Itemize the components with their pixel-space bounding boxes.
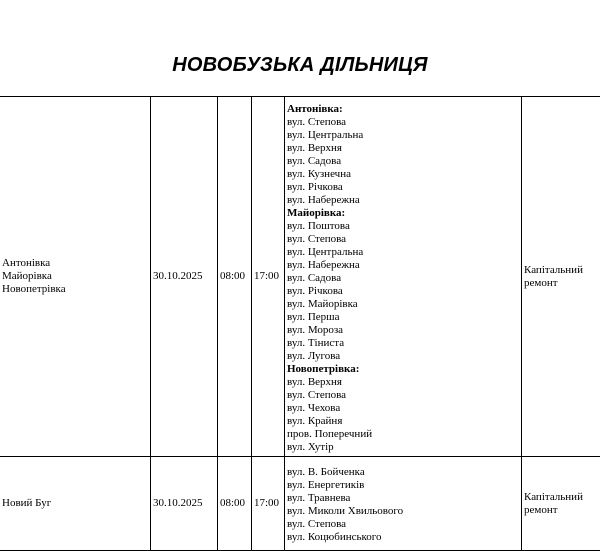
street-name: вул. Майорівка (287, 298, 519, 311)
end-time-cell: 17:00 (252, 97, 285, 457)
settlement-name: Майорівка (2, 270, 148, 283)
settlements-cell (0, 97, 151, 457)
street-name: вул. Крайня (287, 415, 519, 428)
reason-text: Капітальний (524, 264, 600, 277)
street-name: вул. Лугова (287, 350, 519, 363)
street-name: пров. Поперечний (287, 428, 519, 441)
street-name: вул. В. Бойченка (287, 466, 519, 479)
settlements-cell (0, 457, 151, 551)
reason-cell (522, 457, 600, 551)
street-name: вул. Набережна (287, 259, 519, 272)
streets-cell (285, 97, 522, 457)
page-title: НОВОБУЗЬКА ДІЛЬНИЦЯ (0, 54, 600, 77)
street-name: вул. Мороза (287, 324, 519, 337)
street-name: вул. Набережна (287, 194, 519, 207)
street-name: вул. Степова (287, 518, 519, 531)
street-name: вул. Садова (287, 155, 519, 168)
table-row (0, 97, 600, 457)
outage-schedule-table (0, 96, 600, 551)
street-name: вул. Кузнечна (287, 168, 519, 181)
village-heading: Новопетрівка: (287, 363, 519, 376)
start-time-cell: 08:00 (218, 457, 252, 551)
street-name: вул. Травнева (287, 492, 519, 505)
street-name: вул. Степова (287, 233, 519, 246)
street-name: вул. Річкова (287, 285, 519, 298)
reason-text: ремонт (524, 277, 600, 290)
village-heading: Майорівка: (287, 207, 519, 220)
street-name: вул. Хутір (287, 441, 519, 454)
village-heading: Антонівка: (287, 103, 519, 116)
reason-text: ремонт (524, 504, 600, 517)
street-name: вул. Верхня (287, 376, 519, 389)
street-name: вул. Річкова (287, 181, 519, 194)
settlement-name: Новий Буг (2, 497, 148, 510)
streets-cell (285, 457, 522, 551)
street-name: вул. Центральна (287, 246, 519, 259)
date-cell: 30.10.2025 (151, 97, 218, 457)
settlement-name: Новопетрівка (2, 283, 148, 296)
street-name: вул. Коцюбинського (287, 531, 519, 544)
street-name: вул. Степова (287, 389, 519, 402)
street-name: вул. Садова (287, 272, 519, 285)
start-time-cell: 08:00 (218, 97, 252, 457)
street-name: вул. Верхня (287, 142, 519, 155)
street-name: вул. Степова (287, 116, 519, 129)
street-name: вул. Перша (287, 311, 519, 324)
street-name: вул. Чехова (287, 402, 519, 415)
street-name: вул. Енергетиків (287, 479, 519, 492)
settlement-name: Антонівка (2, 257, 148, 270)
street-name: вул. Поштова (287, 220, 519, 233)
street-name: вул. Тіниста (287, 337, 519, 350)
reason-cell (522, 97, 600, 457)
end-time-cell: 17:00 (252, 457, 285, 551)
table-row (0, 457, 600, 551)
street-name: вул. Миколи Хвильового (287, 505, 519, 518)
reason-text: Капітальний (524, 491, 600, 504)
date-cell: 30.10.2025 (151, 457, 218, 551)
street-name: вул. Центральна (287, 129, 519, 142)
